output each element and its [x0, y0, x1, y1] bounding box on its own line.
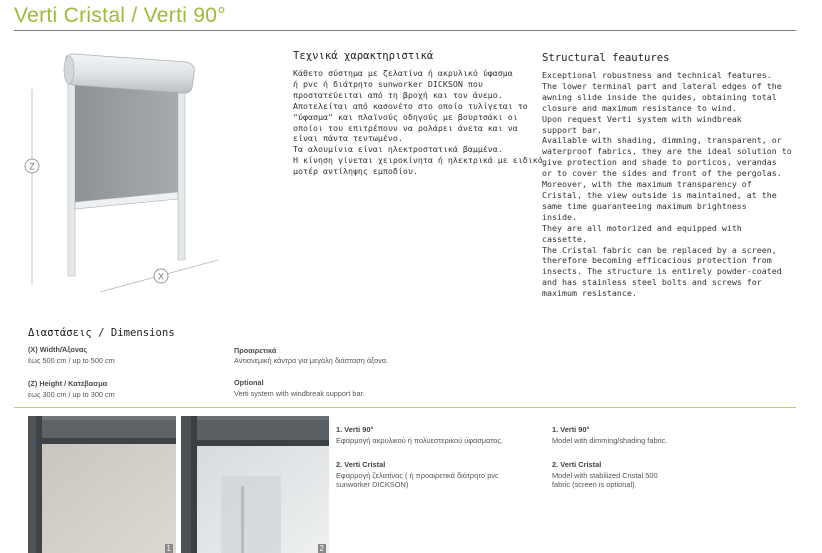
x-label: X [157, 271, 165, 282]
caption-gr-1-title: 1. Verti 90° [336, 425, 374, 434]
caption-gr-2-title: 2. Verti Cristal [336, 460, 386, 469]
optional-gr-label: Προαιρετικά [234, 346, 277, 355]
photo-number-2: 2 [319, 544, 324, 553]
cassette-end-cap [64, 56, 74, 84]
caption-en-1-title: 1. Verti 90° [552, 425, 590, 434]
width-value: έως 500 cm / up to 500 cm [28, 356, 115, 365]
fabric-panel [75, 84, 178, 204]
section-divider [14, 407, 796, 408]
caption-gr-2-text: Εφαρμογή ζελατίνας ( ή προαιρετικά διάτρητο pvc sunworker DICKSON) [336, 471, 499, 490]
right-guide-rail [178, 84, 185, 260]
left-guide-rail [68, 78, 75, 276]
width-label: (X) Width/Άξονας [28, 345, 88, 354]
photo-verti-90 [28, 416, 176, 553]
photo-verti-cristal [181, 416, 329, 553]
greek-specs-heading: Τεχνικά χαρακτηριστικά [293, 50, 434, 62]
photo-number-1: 1 [166, 544, 171, 553]
dimensions-heading: Διαστάσεις / Dimensions [28, 327, 175, 339]
caption-en-2-text: Model with stabilized Cristal 500 fabric (screen is optional). [552, 471, 658, 490]
caption-en-2-title: 2. Verti Cristal [552, 460, 602, 469]
z-label: Z [29, 161, 35, 172]
greek-specs-text: Κάθετο σύστημα με ζελατίνα ή ακρυλικό ύφασμα ή pvc ή διάτρητο sunworker DICKSON που προστατεύειται από τη βροχή και τον άνεμο. Αποτελείται από κασονέτο στο οποίο τυλίγεται το "ύφασμα" και πλαϊνούς οδηγούς με βουρτσάκι οι οποίοι του επιτρέπουν να ρολάρει άνετα και να είναι πάντα τεντωμένο. Τα αλουμίνια είναι ηλεκτροστατικά βαμμένα. Η κίνηση γίνεται χειροκίνητα ή ηλεκτρικά με ειδικό μοτέρ αντίληψης εμποδίου. [293, 68, 543, 177]
english-specs-text: Exceptional robustness and technical features. The lower terminal part and lateral edges of the awning slide inside the quides, obtaining total closure and maximum resistance to wind. Upon request Verti system with windbreak support bar. Available with shading, dimming, transparent, or waterproof fabrics, they are the ideal solution to give protection and shade to porticos, verandas or to cover the sides and front of the pergolas. Moreover, with the maximum transparency of Cristal, the view outside is maintained, at the same time guaranteeing maximum brightness inside. They are all motorized and equipped with cassette. The Cristal fabric can be replaced by a screen, therefore becoming efficacious protection from insects. The structure is entirely powder-coated and has stainless steel bolts and screws for maximum resistance. [542, 70, 792, 299]
optional-en-value: Verti system with windbreak support bar. [234, 389, 365, 398]
optional-en-label: Optional [234, 378, 264, 387]
height-value: έως 300 cm / up to 300 cm [28, 390, 115, 399]
optional-gr-value: Αντιανεμική κάντρα για μεγάλη διάσταση άξονα. [234, 356, 389, 365]
product-illustration [18, 44, 228, 302]
page-title: Verti Cristal / Verti 90° [14, 4, 226, 27]
english-specs-heading: Structural feautures [542, 52, 670, 64]
height-label: (Z) Height / Κατέβασμα [28, 379, 108, 388]
caption-en-1-text: Model with dimming/shading fabric. [552, 436, 668, 445]
caption-gr-1-text: Εφαρμογή ακρυλικού ή πολυεστερικού ύφασματος. [336, 436, 503, 445]
title-divider [14, 30, 796, 31]
